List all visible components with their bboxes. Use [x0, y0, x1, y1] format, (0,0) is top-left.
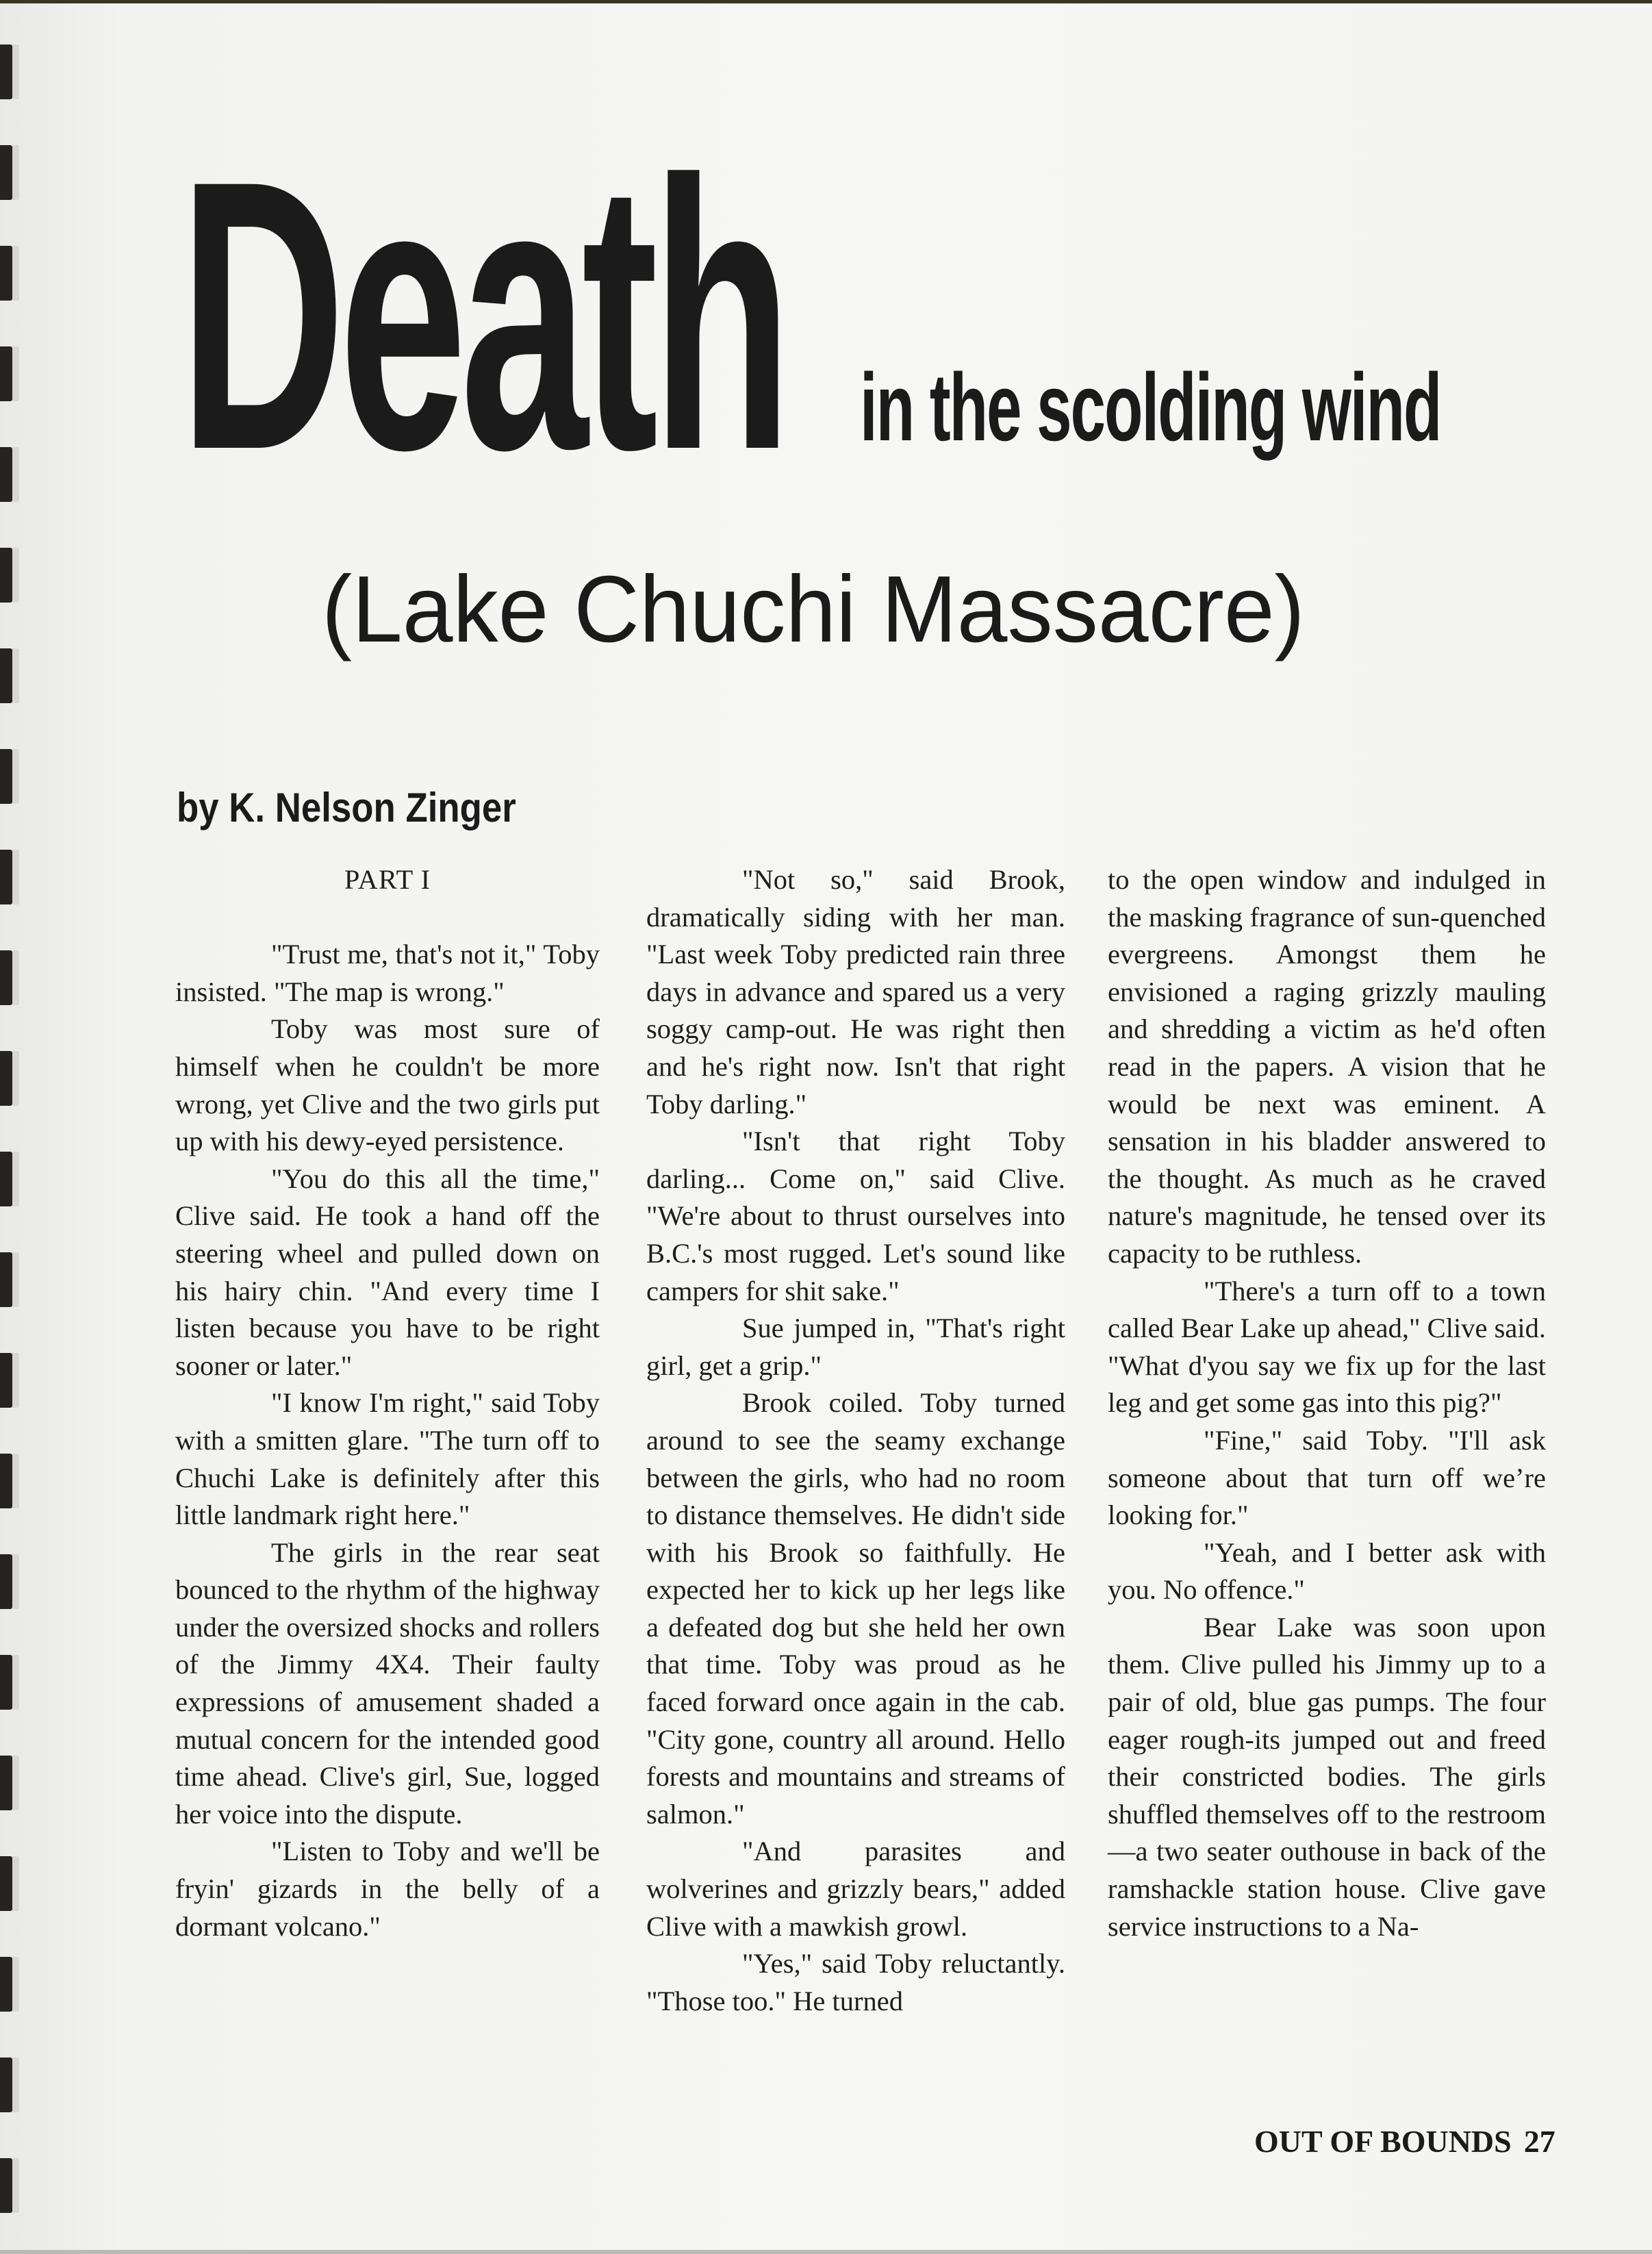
- title-main: Death: [179, 157, 786, 472]
- binding-hole: [0, 1756, 12, 1810]
- binding-hole: [0, 447, 12, 502]
- binding-hole: [0, 2057, 12, 2112]
- binding-hole: [0, 749, 12, 804]
- binding-hole: [0, 1152, 12, 1206]
- spiral-binding: [0, 0, 27, 2254]
- title-parenthetical-box: [322, 548, 1346, 671]
- title-parenthetical: (Lake Chuchi Massacre): [322, 557, 1305, 662]
- paragraph: "Yeah, and I better ask with you. No offence.": [1108, 1536, 1546, 1606]
- publication-name: OUT OF BOUNDS: [1254, 2124, 1512, 2159]
- paragraph-continued: to the open window and indulged in the masking fragrance of sun-quenched evergreens. Amongst them he envisioned a raging grizzly mauling and shredding a victim as he'd often read in the papers. A vision that he would be next was eminent. A sensation in his bladder answered to the thought. As much as he craved nature's magnitude, he tensed over its capacity to be ruthless.: [1108, 864, 1546, 1269]
- page-top-edge: [0, 0, 1652, 3]
- paragraph: Brook coiled. Toby turned around to see the seamy exchange between the girls, who had no room to distance themselves. He didn't side with his Brook so faithfully. He expected her to kick up her legs like a defeated dog but she held her own that time. Toby was proud as he faced forward once again in the cab. "City gone, country all around. Hello forests and mountains and streams of salmon.": [646, 1387, 1065, 1829]
- binding-hole: [0, 1252, 12, 1307]
- paragraph: "Trust me, that's not it," Toby insisted. "The map is wrong.": [175, 939, 600, 1007]
- byline-box: [177, 781, 562, 835]
- binding-hole: [0, 648, 12, 703]
- paragraph: "Yes," said Toby reluctantly. "Those too." He turned: [646, 1948, 1065, 2016]
- page-number: 27: [1523, 2124, 1555, 2159]
- paragraph: "And parasites and wolverines and grizzly bears," added Clive with a mawkish growl.: [646, 1836, 1065, 1942]
- paragraph: Toby was most sure of himself when he couldn't be more wrong, yet Clive and the two girls put up with his dewy-eyed persistence.: [175, 1013, 600, 1157]
- binding-hole: [0, 2158, 12, 2213]
- paragraph: The girls in the rear seat bounced to the rhythm of the highway under the oversized shocks and rollers of the Jimmy 4X4. Their faulty expressions of amusement shaded a mutual concern for the intended good time ahead. Clive's girl, Sue, logged her voice into the dispute.: [175, 1536, 600, 1829]
- paragraph: "I know I'm right," said Toby with a smitten glare. "The turn off to Chuchi Lake is definitely after this little landmark right here.": [175, 1387, 600, 1531]
- binding-hole: [0, 1655, 12, 1710]
- binding-hole: [0, 246, 12, 301]
- binding-hole: [0, 1554, 12, 1609]
- title-subtitle-box: [860, 353, 1652, 461]
- binding-hole: [0, 850, 12, 904]
- text-column-1: [175, 861, 600, 1945]
- paragraph: "You do this all the time," Clive said. He took a hand off the steering wheel and pulled down on his hairy chin. "And every time I listen because you have to be right sooner or later.": [175, 1163, 600, 1381]
- paragraph: "Listen to Toby and we'll be fryin' gizards in the belly of a dormant volcano.": [175, 1836, 600, 1942]
- byline: by K. Nelson Zinger: [177, 785, 516, 831]
- title-main-box: [179, 157, 837, 472]
- paragraph: Sue jumped in, "That's right girl, get a grip.": [646, 1313, 1065, 1381]
- text-column-3: [1108, 861, 1546, 1945]
- paragraph: "Isn't that right Toby darling... Come on," said Clive. "We're about to thrust ourselves into B.C.'s most rugged. Let's sound like campers for shit sake.": [646, 1126, 1065, 1306]
- binding-hole: [0, 1353, 12, 1408]
- binding-hole: [0, 1051, 12, 1106]
- binding-hole: [0, 145, 12, 200]
- binding-hole: [0, 548, 12, 603]
- binding-hole: [0, 346, 12, 401]
- binding-hole: [0, 1454, 12, 1508]
- paragraph: Bear Lake was soon upon them. Clive pulled his Jimmy up to a pair of old, blue gas pumps. The four eager rough-its jumped out and freed their constricted bodies. The girls shuffled themselves off to the restroom—a two seater outhouse in back of the ramshackle station house. Clive gave service instructions to a Na-: [1108, 1611, 1546, 1942]
- paragraph: "Not so," said Brook, dramatically siding with her man. "Last week Toby predicted rain three days in advance and spared us a very soggy camp-out. He was right then and he's right now. Isn't that right Toby darling.": [646, 864, 1065, 1119]
- paragraph: "Fine," said Toby. "I'll ask someone about that turn off we’re looking for.": [1108, 1424, 1546, 1531]
- page-footer: [1254, 2121, 1555, 2162]
- binding-hole: [0, 1957, 12, 2012]
- part-heading: PART I: [344, 864, 431, 895]
- title-subtitle: in the scolding wind: [860, 353, 1441, 461]
- page-bottom-edge: [0, 2250, 1652, 2254]
- binding-hole: [0, 1856, 12, 1911]
- binding-hole: [0, 950, 12, 1005]
- paragraph: "There's a turn off to a town called Bear Lake up ahead," Clive said. "What d'you say we fix up for the last leg and get some gas into this pig?": [1108, 1275, 1546, 1419]
- binding-hole: [0, 45, 12, 99]
- text-column-2: [646, 861, 1065, 2020]
